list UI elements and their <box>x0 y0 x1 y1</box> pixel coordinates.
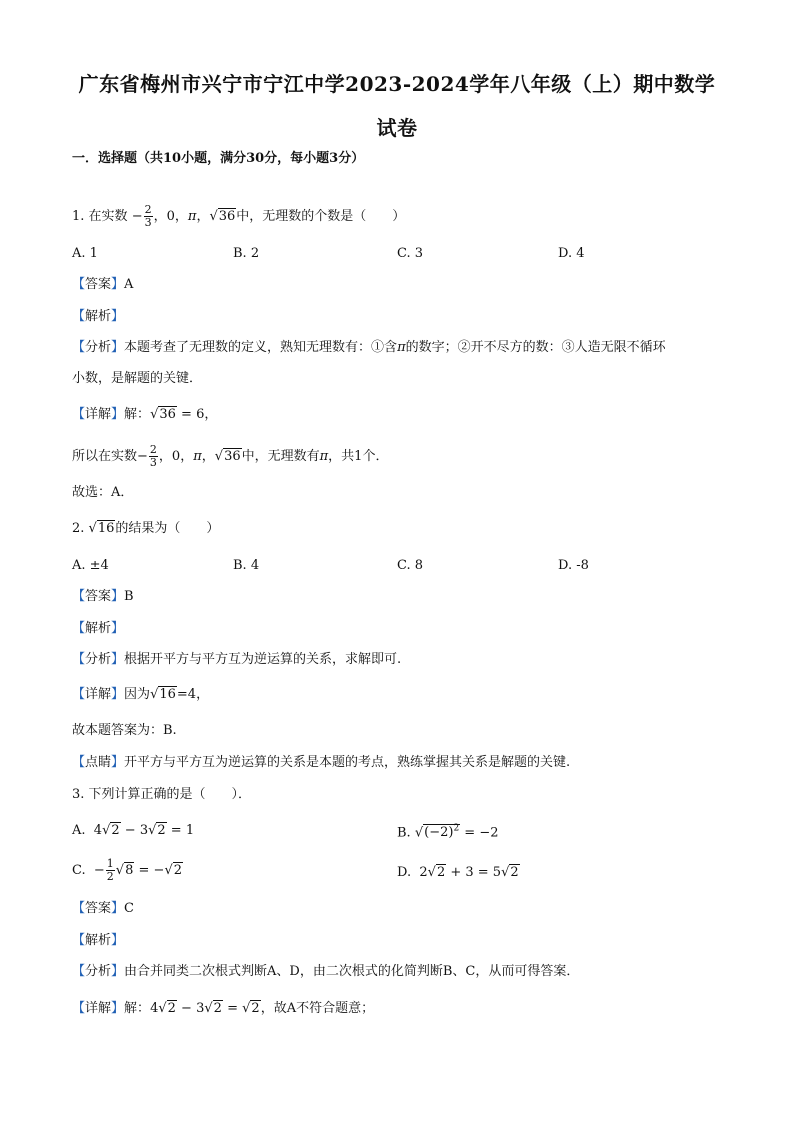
q1-fenxi-cont: 小数，是解题的关键． <box>72 371 203 386</box>
q1-fraction: $\frac{2}{3}$ <box>144 203 152 229</box>
q3-option-d: D. 2√2 + 3 = 5√2 <box>397 865 519 880</box>
q1-detail-so: 所以在实数− $\frac{2}{3}$ ，0，π，√36中，无理数有π，共1个． <box>72 443 389 469</box>
exam-title-line2: 试卷 <box>376 116 418 140</box>
q3-option-b: B. $√(-2)^2 = -2$ <box>397 824 499 841</box>
q1-pre: 在实数 <box>88 209 128 224</box>
q1-fenxi: 【分析】本题考查了无理数的定义，熟知无理数有：①含π的数字；②开不尽方的数：③人造无限不循环 <box>72 340 666 355</box>
q1-detail: 【详解】解：√36 = 6， <box>72 407 218 422</box>
q1-answer: 【答案】A <box>72 277 134 292</box>
q2-conclusion: 故本题答案为：B. <box>72 723 177 738</box>
q3-detail: 【详解】解：4√2 − 3√2 = √2，故A不符合题意； <box>72 1001 375 1016</box>
q1-choose: 故选：A． <box>72 485 134 500</box>
section-heading: 一．选择题（共10小题，满分30分，每小题3分） <box>72 151 365 166</box>
question-1-stem: 1. 在实数 − $\frac{2}{3}$ ，0，π，√36中，无理数的个数是（ ） <box>72 203 406 229</box>
q2-option-c: C. 8 <box>397 558 424 573</box>
q1-analysis-label: 【解析】 <box>72 309 125 324</box>
q3-option-c: C. − $\frac{1}{2}$ √8 = −√2 <box>72 857 183 883</box>
exam-title-line1: 广东省梅州市兴宁市宁江中学2023-2024学年八年级（上）期中数学 <box>78 72 716 96</box>
q2-option-d: D. -8 <box>558 558 589 573</box>
q2-answer: 【答案】B <box>72 589 134 604</box>
q2-dianjing: 【点睛】开平方与平方互为逆运算的关系是本题的考点，熟练掌握其关系是解题的关键. <box>72 755 571 770</box>
q2-option-b: B. 4 <box>233 558 260 573</box>
q1-sqrt: √36 <box>209 209 236 224</box>
q1-number: 1. <box>72 209 85 224</box>
q3-fenxi: 【分析】由合并同类二次根式判断A、D，由二次根式的化简判断B、C，从而可得答案． <box>72 964 580 979</box>
q1-option-d: D. 4 <box>558 246 585 261</box>
q3-analysis-label: 【解析】 <box>72 933 125 948</box>
q1-option-c: C. 3 <box>397 246 424 261</box>
q3-option-a: A. 4√2 − 3√2 = 1 <box>72 823 195 838</box>
q2-fenxi: 【分析】根据开平方与平方互为逆运算的关系，求解即可. <box>72 652 402 667</box>
q2-option-a: A. ±4 <box>72 558 109 573</box>
q1-option-a: A. 1 <box>72 246 98 261</box>
q2-analysis-label: 【解析】 <box>72 621 125 636</box>
q1-option-b: B. 2 <box>233 246 260 261</box>
question-3-stem: 3. 下列计算正确的是（ ）． <box>72 787 252 802</box>
q3-answer: 【答案】C <box>72 901 134 916</box>
q2-detail: 【详解】因为√16=4， <box>72 687 210 702</box>
question-2-stem: 2. √16的结果为（ ） <box>72 521 220 536</box>
